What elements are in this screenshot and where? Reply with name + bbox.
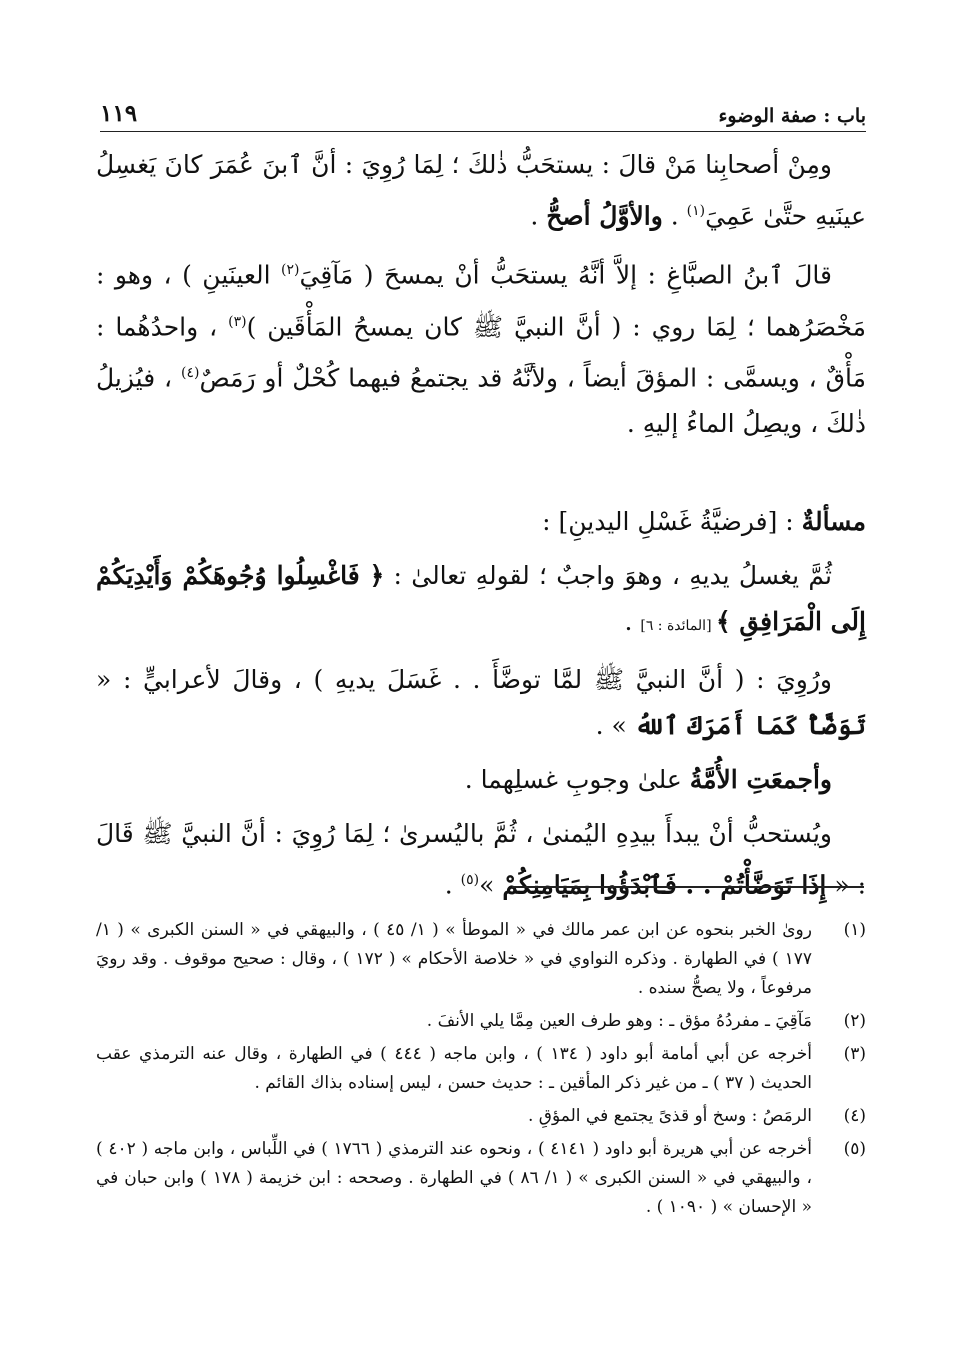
footnote-ref-5[interactable]: (٥) — [460, 872, 480, 889]
footnote-ref-1[interactable]: (١) — [686, 203, 706, 219]
footnote-ref-4[interactable]: (٤) — [180, 364, 200, 381]
footnote-ref-2[interactable]: (٢) — [281, 262, 300, 279]
footnote-text: الرمَصُ : وسخ أو قذىً يجتمع في المؤقِ . — [527, 1106, 812, 1126]
footnote-text: رویٰ الخبر بنحوه عن ابن عمر مالك في « الموطأ » ( ١/ ٤٥ ) ، والبيهقي في « السنن الكبرى » ( ١/ ١٧٧ ) في الطهارة . وذكره النواوي في « خلاصة الأحكام » ( ١٧٢ ) ، وقال : صحيح موقوف . وقد رويَ مرفوعاً ، ولا يصحُّ سنده . — [96, 920, 813, 998]
paragraph-1: ومِنْ أصحابِنا مَنْ قالَ : يستحَبُّ ذٰلكَ ؛ لِمَا رُوِيَ : أنَّ ٱبنَ عُمَرَ كانَ يَغسِلُ عينَيهِ حتَّىٰ عَمِيَ$^{(١)}$ . والأوَّلُ أصحُّ . — [96, 150, 866, 231]
verse-source: [المائدة : ٦] — [640, 618, 716, 635]
footnote-number: (٤) — [843, 1106, 866, 1126]
page-number: ١١٩ — [100, 100, 138, 127]
paragraph-7: ويُستحبُّ أنْ يبدأَ بيدِهِ اليُمنىٰ ، ثُمَّ باليُسرىٰ ؛ لِمَا رُوِيَ : أنَّ النبيَّ ﷺ قَالَ : « إِذَا تَوَضَّأْتُمْ . . فَٱبْدَؤُوا بِمَيَامِنِكُمْ »$^{(٥)}$ . — [96, 819, 866, 900]
footnote — [96, 1040, 866, 1098]
quran-verse: ﴿ فَاغْسِلُوا وُجُوهَكُمْ وَأَيْدِيَكُمْ إِلَى الْمَرَافِقِ ﴾ — [96, 561, 866, 637]
paragraph-4: ثُمَّ يغسلُ يديهِ ، وهوَ واجبٌ ؛ لقولهِ تعالىٰ : ﴿ فَاغْسِلُوا وُجُوهَكُمْ وَأَيْدِيَكُمْ إِلَى الْمَرَافِقِ ﴾ [المائدة : ٦] . — [96, 561, 866, 637]
footnote — [96, 1135, 866, 1222]
footnote-text: أخرجه عن أبي أمامة أبو داود ( ١٣٤ ) ، وابن ماجه ( ٤٤٤ ) في الطهارة ، وقال عنه الترمذي عقب الحديث ( ٣٧ ) ـ من غير ذكر المأقين ـ : حديث حسن ، ليس إسناده بذاك القائم . — [96, 1044, 812, 1093]
hadith-quote: إِذَا تَوَضَّأْتُمْ . . فَٱبْدَؤُوا بِمَيَامِنِكُمْ — [502, 870, 827, 900]
paragraph-5: ورُوِيَ : ( أنَّ النبيَّ ﷺ لمَّا توضَّأَ . . غَسَلَ يديهِ ) ، وقالَ لأعرابيٍّ : « تَوَضَّأْ كَمَا أَمَرَكَ ٱللهُ » . — [96, 665, 866, 741]
footnote — [96, 916, 866, 1003]
hadith-quote: تَوَضَّأْ كَمَا أَمَرَكَ ٱللهُ — [634, 711, 866, 741]
paragraph-2: قالَ ٱبنُ الصبَّاغِ : إلاَّ أنَّهُ يستحَبُّ أنْ يمسحَ ( مَآقِيَ$^{(٢)}$ العينَينِ ) ، وهو : مَخْصَرُهما ؛ لِمَا روي : ( أنَّ النبيَّ ﷺ كان يمسحُ المَأْقَين )$^{(٣)}$ ، واحدُهُما : مَأْقٌ ، ويسمَّى : المؤقَ أيضاً ، ولأنَّهُ قد يجتمعُ فيهما كُحْلٌ أو رَمَصٌ$^{(٤)}$ ، فيُزيلُ ذٰلكَ ، ويصِلُ الماءُ إليهِ . — [96, 260, 866, 439]
issue-heading: مسألةٌ : [فرضيَّةُ غَسْلِ اليدينِ] : — [542, 507, 866, 537]
footnote-number: (١) — [843, 920, 866, 940]
section-gap — [96, 455, 866, 499]
paragraph-6: وأجمعَتِ الأُمَّةُ علىٰ وجوبِ غسلِهما . — [464, 765, 832, 795]
footnote-number: (٣) — [843, 1044, 866, 1064]
footnote-ref-3[interactable]: (٣) — [228, 313, 247, 330]
footnote — [96, 1007, 866, 1036]
footnote-number: (٥) — [843, 1139, 866, 1159]
footnote-text: مَآقِيَ ـ مفردُهُ مؤق ـ : وهو طرف العين مِمَّا يلي الأنفَ . — [426, 1011, 812, 1031]
footnotes — [96, 916, 866, 1226]
footnote-number: (٢) — [843, 1011, 866, 1031]
footnote — [96, 1102, 866, 1131]
main-text — [96, 142, 866, 917]
footnote-divider — [512, 886, 864, 888]
running-header — [100, 92, 866, 132]
footnote-text: أخرجه عن أبي هريرة أبو داود ( ٤١٤١ ) ، ونحوه عند الترمذي ( ١٧٦٦ ) في اللِّباس ، وابن ماجه ( ٤٠٢ ) ، والبيهقي في « السنن الكبرى » ( ١/ ٨٦ ) في الطهارة . وصححه : ابن خزيمة ( ١٧٨ ) وابن حبان في « الإحسان » ( ١٠٩٠ ) . — [96, 1139, 813, 1217]
chapter-title: باب : صفة الوضوء — [718, 105, 866, 127]
